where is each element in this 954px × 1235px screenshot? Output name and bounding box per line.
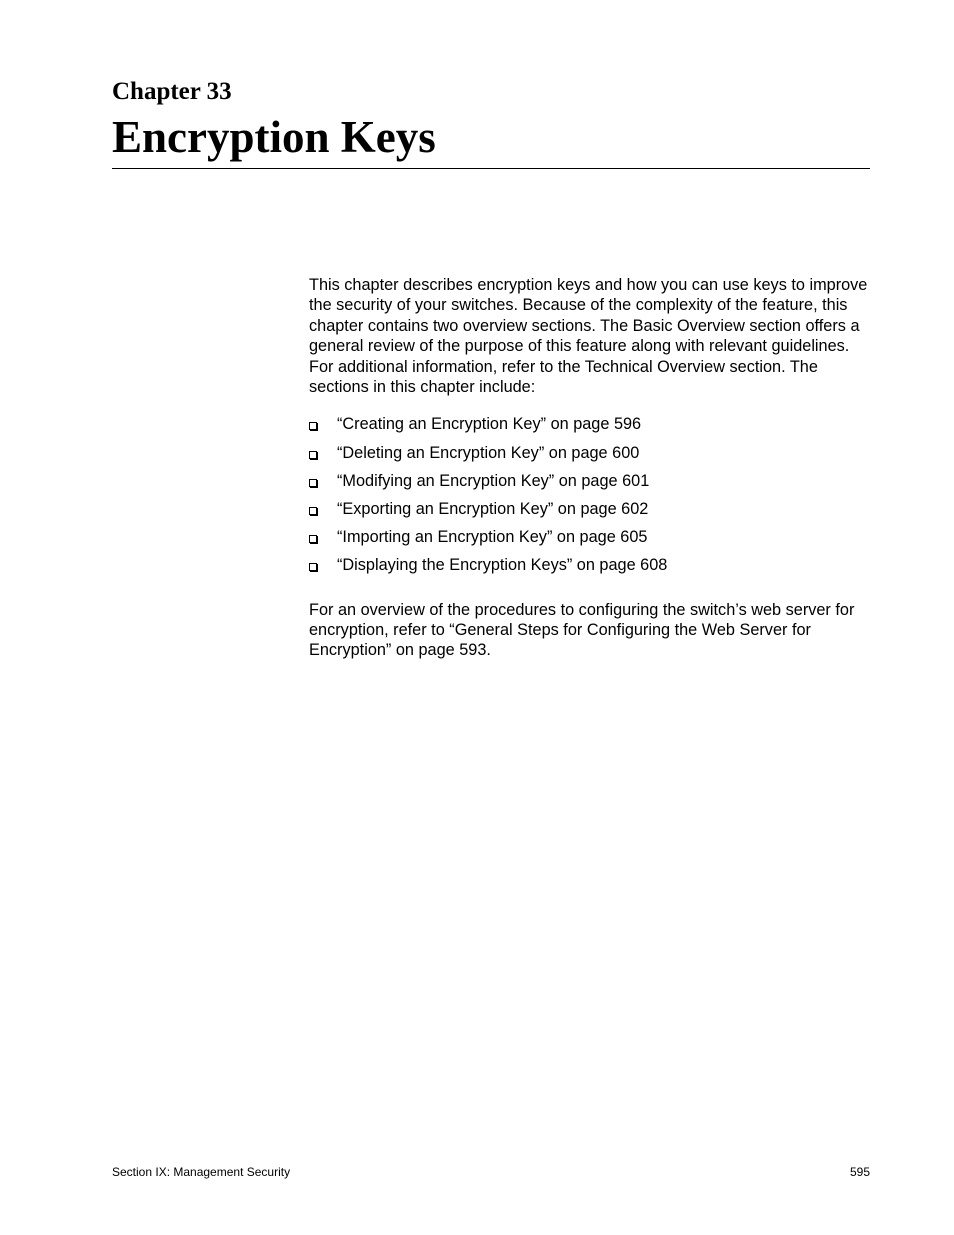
checkbox-bullet-icon — [309, 422, 317, 430]
section-link[interactable]: “Deleting an Encryption Key” on page 600 — [337, 443, 640, 462]
section-link[interactable]: “Creating an Encryption Key” on page 596 — [337, 415, 642, 434]
footer-page-number: 595 — [849, 1165, 870, 1179]
section-list — [309, 414, 870, 583]
closing-paragraph: For an overview of the procedures to configuring the switch’s web server for encryption, refer to “General Steps for Configuring the Web Server for Encryption” on page 593. — [309, 600, 855, 660]
chapter-label: Chapter 33 — [112, 78, 232, 105]
checkbox-bullet-icon — [309, 563, 317, 571]
list-item[interactable] — [309, 471, 870, 499]
body-column — [309, 275, 870, 661]
list-item[interactable] — [309, 527, 870, 555]
section-link[interactable]: “Modifying an Encryption Key” on page 601 — [337, 471, 650, 490]
footer-section-title: Section IX: Management Security — [112, 1165, 291, 1179]
section-link[interactable]: “Importing an Encryption Key” on page 605 — [337, 528, 648, 547]
section-link[interactable]: “Displaying the Encryption Keys” on page 608 — [337, 556, 668, 575]
list-item[interactable] — [309, 414, 870, 442]
checkbox-bullet-icon — [309, 507, 317, 515]
checkbox-bullet-icon — [309, 451, 317, 459]
title-divider — [112, 168, 870, 169]
intro-paragraph: This chapter describes encryption keys and how you can use keys to improve the security of your switches. Because of the complexity of the feature, this chapter contains two overview sections. The Basic Overview section offers a general review of the purpose of this feature along with relevant guidelines. For additional information, refer to the Technical Overview section. The sections in this chapter include: — [309, 276, 868, 397]
checkbox-bullet-icon — [309, 479, 317, 487]
list-item[interactable] — [309, 443, 870, 471]
list-item[interactable] — [309, 555, 870, 583]
section-link[interactable]: “Exporting an Encryption Key” on page 602 — [337, 500, 649, 518]
checkbox-bullet-icon — [309, 535, 317, 543]
list-item[interactable] — [309, 499, 870, 527]
page-title: Encryption Keys — [112, 112, 436, 162]
